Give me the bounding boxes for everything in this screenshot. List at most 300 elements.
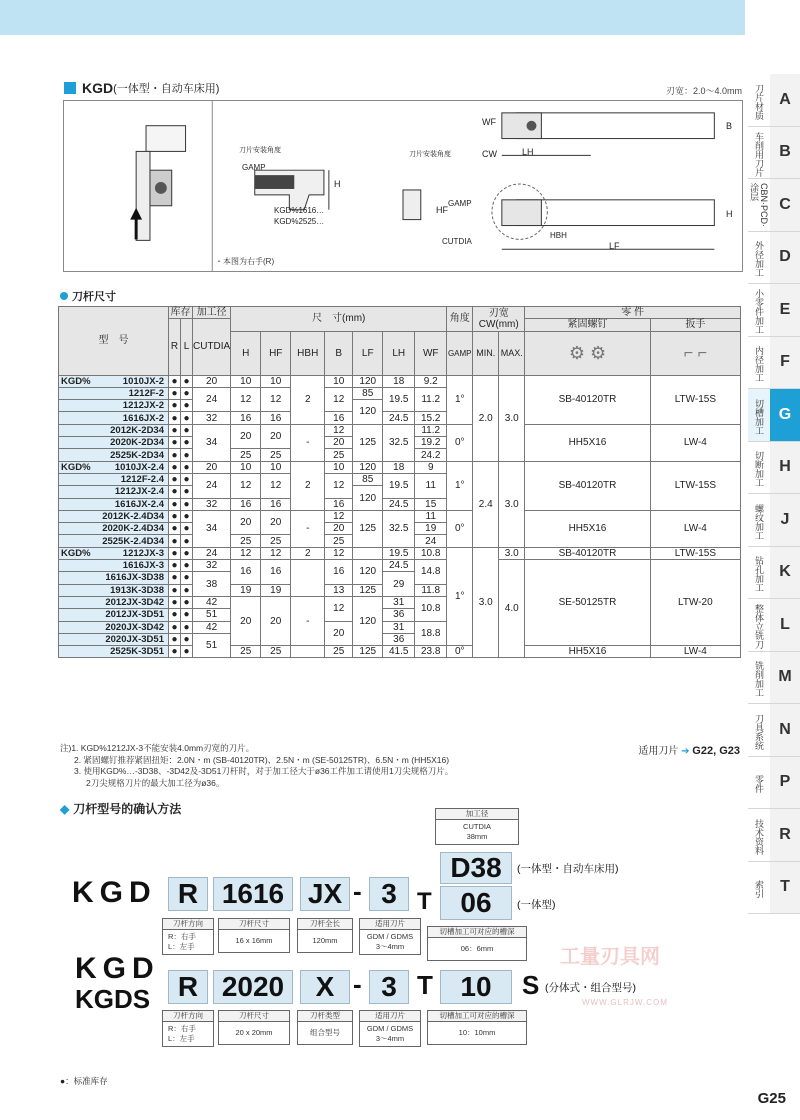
cw-label: CW xyxy=(482,149,497,159)
sidebar-item-label: 技术资料 xyxy=(754,818,764,855)
cell-b: 16 xyxy=(325,498,353,510)
cell-screw_a: SB-40120TR xyxy=(525,375,650,424)
sidebar-item-letter: A xyxy=(770,74,800,126)
model-code: 1913K-3D38 xyxy=(59,584,169,596)
code1-dash: - xyxy=(353,876,362,906)
sidebar-item-label: CBN·PCD·涂层 xyxy=(749,183,769,227)
cell-hf: 12 xyxy=(261,387,291,412)
stock-l: ● xyxy=(181,412,193,424)
model-code: 1616JX-3 xyxy=(59,560,169,572)
stock-r: ● xyxy=(169,473,181,485)
sidebar-item-d[interactable] xyxy=(748,232,800,285)
sidebar-item-letter: B xyxy=(770,127,800,179)
lh-label: LH xyxy=(522,147,534,157)
cell-hf: 10 xyxy=(261,461,291,473)
model-code: KGD% 1212JX-3 xyxy=(59,547,169,559)
code1-groove: 06 xyxy=(440,886,512,920)
stock-r: ● xyxy=(169,547,181,559)
model-label-1: KGD%1616… xyxy=(274,206,325,215)
model-prefix: KGD% xyxy=(61,547,91,559)
sidebar-item-label: 刀片材质 xyxy=(754,83,764,120)
cell-min: 2.0 xyxy=(473,375,499,461)
sidebar-item-g[interactable] xyxy=(748,389,800,442)
stock-r: ● xyxy=(169,584,181,596)
cell-wf: 11.2 xyxy=(415,424,447,436)
stock-l: ● xyxy=(181,400,193,412)
col-stock: 库存 xyxy=(170,307,191,319)
sidebar-item-letter: N xyxy=(770,704,800,756)
cell-h: 16 xyxy=(231,560,261,585)
cell-hf: 20 xyxy=(261,596,291,645)
cutdia-label: CUTDIA xyxy=(442,237,472,246)
cell-h: 12 xyxy=(231,547,261,559)
cell-b: 20 xyxy=(325,437,353,449)
sidebar-item-label: 小零件加工 xyxy=(754,289,764,335)
cell-cd: 34 xyxy=(193,510,231,547)
cell-hbh-empty xyxy=(291,646,325,658)
cell-hf: 20 xyxy=(261,424,291,449)
stock-l: ● xyxy=(181,596,193,608)
cell-wrench_a: LTW-15S xyxy=(650,461,740,510)
stock-r: ● xyxy=(169,535,181,547)
sidebar-item-letter: R xyxy=(770,809,800,861)
col-lf: LF xyxy=(353,331,383,375)
cell-h: 19 xyxy=(231,584,261,596)
cell-hf: 12 xyxy=(261,473,291,498)
code1-t: T xyxy=(417,888,432,915)
cell-wf: 11.8 xyxy=(415,584,447,596)
cell-lf_b: 120 xyxy=(353,486,383,511)
cell-wrench_a: LTW-15S xyxy=(650,375,740,424)
model-prefix: KGD% xyxy=(61,375,91,387)
cell-b: 16 xyxy=(325,412,353,424)
cell-b: 12 xyxy=(325,547,353,559)
sidebar-item-label: 车削用刀片 xyxy=(754,131,764,177)
cell-wf: 18.8 xyxy=(415,621,447,646)
sidebar-item-label: 外径加工 xyxy=(754,241,764,278)
caption-direction-1: 刀杆方向 R：右手 L：左手 xyxy=(162,918,214,955)
cell-b: 20 xyxy=(325,523,353,535)
page-title: KGD (一体型・自动车床用) xyxy=(64,80,219,96)
stock-l: ● xyxy=(181,437,193,449)
cell-b: 16 xyxy=(325,560,353,585)
cell-hf: 16 xyxy=(261,498,291,510)
stock-r: ● xyxy=(169,646,181,658)
sidebar-item-r[interactable] xyxy=(748,809,800,862)
model-code: 1616JX-2.4 xyxy=(59,498,169,510)
cell-lh: 24.5 xyxy=(383,498,415,510)
cell-lh: 32.5 xyxy=(383,424,415,461)
sidebar-item-b[interactable] xyxy=(748,127,800,180)
code2-type: X xyxy=(300,970,350,1004)
sidebar-item-letter: J xyxy=(770,494,800,546)
cell-wf: 19 xyxy=(415,523,447,535)
cell-h: 12 xyxy=(231,387,261,412)
caption-type-2: 刀杆类型 组合型号 xyxy=(297,1010,353,1045)
page-number: G25 xyxy=(757,1090,786,1107)
watermark-url: WWW.GLRJW.COM xyxy=(582,998,668,1007)
cell-cd: 32 xyxy=(193,498,231,510)
wrench-icon: ⌐ ⌐ xyxy=(650,331,740,375)
cell-b: 12 xyxy=(325,473,353,498)
watermark: 工量刃具网 xyxy=(560,946,660,968)
top-banner xyxy=(0,0,745,35)
cell-wf: 9 xyxy=(415,461,447,473)
code-d38: D38 xyxy=(440,852,512,884)
cell-hbh_a: 2 xyxy=(291,375,325,424)
cell-wrench_b: LW-4 xyxy=(650,646,740,658)
sidebar-item-letter: G xyxy=(770,389,800,441)
sidebar-item-letter: P xyxy=(770,757,800,809)
code2-blade: 3 xyxy=(369,970,409,1004)
cell-b: 10 xyxy=(325,461,353,473)
stock-l: ● xyxy=(181,560,193,572)
cell-b: 12 xyxy=(325,387,353,412)
cell-screw_b: HH5X16 xyxy=(525,424,650,461)
cell-h: 25 xyxy=(231,535,261,547)
col-r: R xyxy=(169,319,181,375)
cell-screw_b: HH5X16 xyxy=(525,510,650,547)
caption-groove-1: 切槽加工可对应的槽深 06：6mm xyxy=(427,926,527,961)
col-gamp: GAMP xyxy=(447,331,473,375)
sidebar-item-l[interactable] xyxy=(748,599,800,652)
cell-max: 3.0 xyxy=(499,547,525,559)
sidebar-item-label: 切断加工 xyxy=(754,451,764,488)
cell-hf: 20 xyxy=(261,510,291,535)
cell-wrench_b: LW-4 xyxy=(650,424,740,461)
model-code: 1616JX-2 xyxy=(59,412,169,424)
model-code: 1212JX-2.4 xyxy=(59,486,169,498)
sidebar-item-p[interactable] xyxy=(748,757,800,810)
cell-hf: 12 xyxy=(261,547,291,559)
cell-b: 25 xyxy=(325,535,353,547)
stock-r: ● xyxy=(169,412,181,424)
stock-r: ● xyxy=(169,449,181,461)
sidebar-item-label: 整体立铣刀 xyxy=(754,604,764,650)
sidebar-item-letter: K xyxy=(770,547,800,599)
cell-wf: 19.2 xyxy=(415,437,447,449)
caption-cutdia: 加工径 CUTDIA 38mm xyxy=(435,808,519,845)
sidebar-item-t[interactable] xyxy=(748,862,800,915)
sidebar-item-label: 螺纹加工 xyxy=(754,503,764,540)
gamp-label-2: GAMP xyxy=(448,199,472,208)
cell-lf: 85 xyxy=(353,387,383,399)
cell-hf: 25 xyxy=(261,449,291,461)
cell-cd: 38 xyxy=(193,572,231,597)
cell-hbh: 2 xyxy=(291,547,325,559)
blade-width-range: 刃宽：2.0～4.0mm xyxy=(665,86,742,96)
code2-s-desc: (分体式・组合型号) xyxy=(545,982,636,994)
sidebar-item-c[interactable] xyxy=(748,179,800,232)
model-code: 1212F-2.4 xyxy=(59,473,169,485)
cell-ang_b: 0° xyxy=(447,646,473,658)
col-cw: 刃宽CW(mm) xyxy=(473,307,525,332)
model-code: KGD% 1010JX-2 xyxy=(59,375,169,387)
model-code: 2012JX-3D42 xyxy=(59,596,169,608)
stock-r: ● xyxy=(169,510,181,522)
sidebar-item-label: 刀具系统 xyxy=(754,713,764,750)
col-parts: 零 件 xyxy=(525,307,741,319)
sidebar-item-letter: T xyxy=(770,862,800,914)
model-code: 2525K-2.4D34 xyxy=(59,535,169,547)
cell-wf: 24 xyxy=(415,535,447,547)
cell-h: 20 xyxy=(231,424,261,449)
diagram-note: ・本图为右手(R) xyxy=(215,257,275,266)
cell-ang_b: 0° xyxy=(447,424,473,461)
sidebar-item-e[interactable] xyxy=(748,284,800,337)
sidebar-item-j[interactable] xyxy=(748,494,800,547)
stock-l: ● xyxy=(181,621,193,633)
sidebar-item-k[interactable] xyxy=(748,547,800,600)
cell-lh: 19.5 xyxy=(383,473,415,498)
cell-hf: 16 xyxy=(261,560,291,585)
code1-type: JX xyxy=(300,877,350,911)
code1-blade: 3 xyxy=(369,877,409,911)
model-code: 1616JX-3D38 xyxy=(59,572,169,584)
section-title-confirm: ◆ 刀杆型号的确认方法 xyxy=(60,801,182,816)
cell-hbh: - xyxy=(291,510,325,547)
stock-l: ● xyxy=(181,535,193,547)
model-code: 1212JX-2 xyxy=(59,400,169,412)
cell-wrench_b: LW-4 xyxy=(650,510,740,547)
model-code: KGD% 1010JX-2.4 xyxy=(59,461,169,473)
stock-r: ● xyxy=(169,387,181,399)
cell-lh: 19.5 xyxy=(383,387,415,412)
sidebar-item-label: 零件 xyxy=(754,775,764,794)
col-lh: LH xyxy=(383,331,415,375)
stock-l: ● xyxy=(181,547,193,559)
code2-prefix-2: KGDS xyxy=(75,984,151,1014)
col-h: H xyxy=(231,331,261,375)
stock-r: ● xyxy=(169,572,181,584)
cell-wf: 14.8 xyxy=(415,560,447,585)
lf-label: LF xyxy=(609,241,620,251)
cell-lh: 41.5 xyxy=(383,646,415,658)
cell-lf: 120 xyxy=(353,461,383,473)
cell-wf: 9.2 xyxy=(415,375,447,387)
cell-ang_a: 1° xyxy=(447,461,473,510)
sidebar-item-label: 切槽加工 xyxy=(748,389,770,441)
diamond-icon: ◆ xyxy=(60,801,70,816)
col-wf: WF xyxy=(415,331,447,375)
cell-lf: 120 xyxy=(353,560,383,585)
caption-direction-2: 刀杆方向 R：右手 L：左手 xyxy=(162,1010,214,1047)
cell-wrench_c: LTW-20 xyxy=(650,560,740,646)
code2-dash: - xyxy=(353,969,362,999)
cell-hbh: - xyxy=(291,596,325,645)
cell-cd: 32 xyxy=(193,560,231,572)
cell-lh: 36 xyxy=(383,609,415,621)
cell-screw_a: SB-40120TR xyxy=(525,461,650,510)
cell-lh: 19.5 xyxy=(383,547,415,559)
cell-wf: 11.2 xyxy=(415,387,447,412)
cell-cd: 42 xyxy=(193,621,231,633)
sidebar-item-letter: F xyxy=(770,337,800,389)
code2-groove: 10 xyxy=(440,970,512,1004)
cell-wf: 15.2 xyxy=(415,412,447,424)
stock-r: ● xyxy=(169,461,181,473)
model-code: 1212F-2 xyxy=(59,387,169,399)
stock-r: ● xyxy=(169,560,181,572)
cell-hbh: - xyxy=(291,424,325,461)
cell-cd: 34 xyxy=(193,424,231,461)
cell-h: 20 xyxy=(231,596,261,645)
cell-lh: 29 xyxy=(383,572,415,597)
model-code: 2525K-3D51 xyxy=(59,646,169,658)
sidebar-item-letter: E xyxy=(770,284,800,336)
wf-label: WF xyxy=(482,117,496,127)
col-model: 型 号 xyxy=(59,307,169,376)
model-code: 2020K-2.4D34 xyxy=(59,523,169,535)
cell-hbh_a: 2 xyxy=(291,461,325,510)
model-label-2: KGD%2525… xyxy=(274,217,325,226)
cell-h: 20 xyxy=(231,510,261,535)
sidebar-item-label: 钻孔加工 xyxy=(754,556,764,593)
hbh-label: HBH xyxy=(550,231,567,240)
cell-b: 25 xyxy=(325,449,353,461)
cell-lh: 24.5 xyxy=(383,560,415,572)
cell-lh: 32.5 xyxy=(383,510,415,547)
cell-b: 25 xyxy=(325,646,353,658)
sidebar-item-f[interactable] xyxy=(748,337,800,390)
cell-h: 16 xyxy=(231,412,261,424)
stock-r: ● xyxy=(169,609,181,621)
spec-table xyxy=(58,306,741,658)
notes: 注)1. KGD%1212JX-3不能安装4.0mm刃宽的刀片。 2. 紧固螺钉推荐紧固扭矩：2.0N・m (SB-40120TR)、2.5N・m (SE-50125TR)、6.5N・m (HH5X16) 3. 使用KGD%…-3D38、-3D42及-3D51刀杆时，对于加工径大于ø36工件加工请使用1刀尖规格刀片。 2刀尖规格刀片的最大加工径为ø36。 xyxy=(60,743,454,788)
sidebar-item-label: 索引 xyxy=(754,880,764,899)
stock-l: ● xyxy=(181,486,193,498)
cell-ang_a: 1° xyxy=(447,547,473,645)
cell-wf: 15 xyxy=(415,498,447,510)
cell-wf: 23.8 xyxy=(415,646,447,658)
model-code: 2020JX-3D42 xyxy=(59,621,169,633)
h-label-2: H xyxy=(726,209,733,219)
cell-ang_a: 1° xyxy=(447,375,473,424)
caption-size-2: 刀杆尺寸 20 x 20mm xyxy=(218,1010,290,1045)
caption-blade-2: 适用刀片 GDM / GDMS 3～4mm xyxy=(359,1010,421,1047)
blade-angle-label-2: 刀片安装角度 xyxy=(409,151,451,158)
cell-lf: 125 xyxy=(353,646,383,658)
cell-wf: 11 xyxy=(415,473,447,498)
cell-max: 3.0 xyxy=(499,461,525,547)
cell-lh: 31 xyxy=(383,621,415,633)
cell-cd: 20 xyxy=(193,375,231,387)
code2-size: 2020 xyxy=(213,970,293,1004)
col-screw: 紧固螺钉 xyxy=(525,319,650,331)
cell-wf: 10.8 xyxy=(415,547,447,559)
title-square-icon xyxy=(64,82,76,94)
caption-length-1: 刀杆全长 120mm xyxy=(297,918,353,953)
stock-r: ● xyxy=(169,375,181,387)
sidebar-item-h[interactable] xyxy=(748,442,800,495)
sidebar-item-letter: H xyxy=(770,442,800,494)
cell-cd: 20 xyxy=(193,461,231,473)
applicable-inserts: 适用刀片 ➔ G22, G23 xyxy=(638,745,740,757)
sidebar-item-letter: M xyxy=(770,652,800,704)
stock-l: ● xyxy=(181,387,193,399)
code1-groove-desc: (一体型) xyxy=(517,899,556,911)
stock-l: ● xyxy=(181,584,193,596)
sidebar-item-a[interactable] xyxy=(748,74,800,127)
cell-wf: 11 xyxy=(415,510,447,522)
cell-cd: 32 xyxy=(193,412,231,424)
cell-b: 12 xyxy=(325,424,353,436)
col-cutdia-group: 加工径 xyxy=(193,307,231,319)
sidebar-item-m[interactable] xyxy=(748,652,800,705)
cell-hf: 19 xyxy=(261,584,291,596)
cell-max_b: 4.0 xyxy=(499,560,525,658)
cell-lf: 125 xyxy=(353,424,383,461)
model-code: 2020K-2D34 xyxy=(59,437,169,449)
tool-drawing xyxy=(64,101,742,271)
col-l: L xyxy=(181,319,193,375)
stock-l: ● xyxy=(181,510,193,522)
cell-lf: 85 xyxy=(353,473,383,485)
arrow-right-icon: ➔ xyxy=(681,746,690,757)
code2-t: T xyxy=(417,970,433,1000)
code1-prefix: KGD xyxy=(72,876,157,909)
col-b: B xyxy=(325,331,353,375)
col-hbh: HBH xyxy=(291,331,325,375)
stock-r: ● xyxy=(169,486,181,498)
stock-r: ● xyxy=(169,400,181,412)
cell-h: 10 xyxy=(231,461,261,473)
sidebar-item-n[interactable] xyxy=(748,704,800,757)
cell-lf: 125 xyxy=(353,584,383,596)
code2-direction: R xyxy=(168,970,208,1004)
cell-lf: 120 xyxy=(353,596,383,645)
cell-cd: 24 xyxy=(193,473,231,498)
col-cutdia: CUTDIA xyxy=(193,319,231,375)
col-dims: 尺 寸(mm) xyxy=(231,307,447,332)
cell-screw_a: SB-40120TR xyxy=(525,547,650,559)
col-min: MIN. xyxy=(473,331,499,375)
cell-cd: 51 xyxy=(193,609,231,621)
caption-groove-2: 切槽加工可对应的槽深 10：10mm xyxy=(427,1010,527,1045)
cell-lh: 31 xyxy=(383,596,415,608)
cell-b: 12 xyxy=(325,510,353,522)
code-d38-desc: (一体型・自动车床用) xyxy=(517,863,619,875)
cell-h: 25 xyxy=(231,646,261,658)
code2-prefix-1: KGD xyxy=(75,952,160,985)
stock-l: ● xyxy=(181,633,193,645)
sidebar-index xyxy=(748,74,800,914)
stock-r: ● xyxy=(169,437,181,449)
cell-cd: 24 xyxy=(193,387,231,412)
cell-wf: 10.8 xyxy=(415,596,447,621)
col-max: MAX. xyxy=(499,331,525,375)
cell-cd: 42 xyxy=(193,596,231,608)
stock-r: ● xyxy=(169,523,181,535)
stock-r: ● xyxy=(169,498,181,510)
stock-l: ● xyxy=(181,609,193,621)
cell-lh: 36 xyxy=(383,633,415,645)
cell-wrench_a: LTW-15S xyxy=(650,547,740,559)
model-code: 2012K-2D34 xyxy=(59,424,169,436)
screw-icon: ⚙ ⚙ xyxy=(525,331,650,375)
stock-r: ● xyxy=(169,596,181,608)
model-code: 2525K-2D34 xyxy=(59,449,169,461)
stock-l: ● xyxy=(181,572,193,584)
b-label: B xyxy=(726,121,733,131)
stock-l: ● xyxy=(181,449,193,461)
cell-max: 3.0 xyxy=(499,375,525,461)
col-angle: 角度 xyxy=(447,307,473,332)
cell-min: 3.0 xyxy=(473,547,499,658)
cell-lf: 125 xyxy=(353,510,383,547)
cell-lh: 18 xyxy=(383,375,415,387)
bullet-dot-icon xyxy=(60,292,68,300)
